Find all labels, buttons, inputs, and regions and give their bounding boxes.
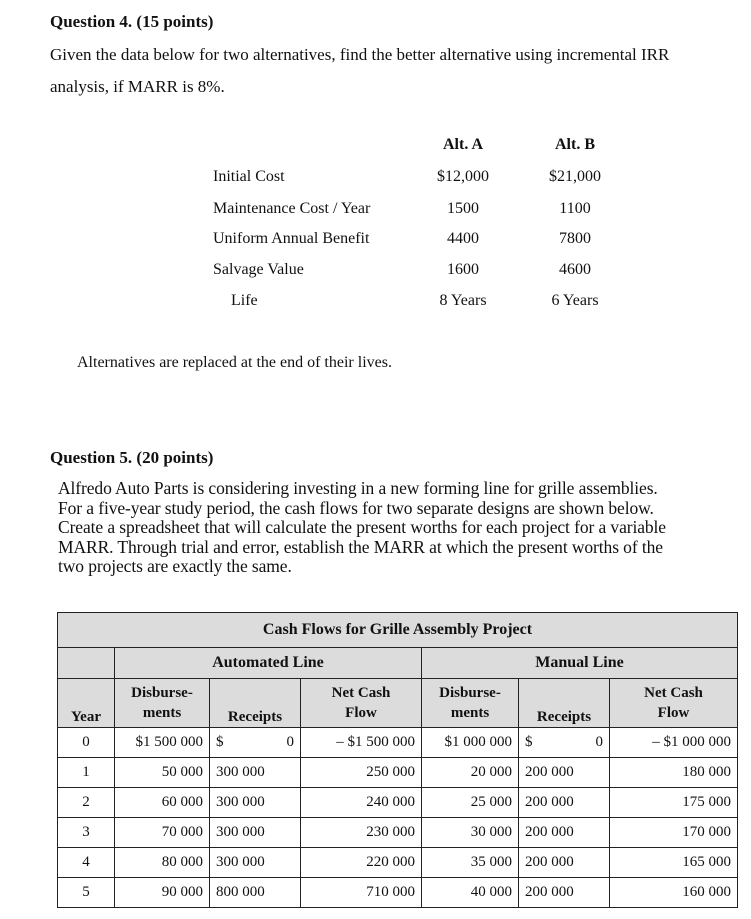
year-header: Year bbox=[58, 679, 115, 728]
manual-receipts-cell bbox=[519, 728, 610, 758]
alt-b-value: 1100 bbox=[559, 200, 591, 217]
alt-a-value: 8 Years bbox=[439, 292, 487, 309]
receipts-value: 0 bbox=[286, 734, 294, 750]
alternatives-row bbox=[213, 292, 633, 314]
manual-disbursement-cell: 30 000 bbox=[422, 818, 519, 848]
alt-b-header: Alt. B bbox=[555, 136, 595, 153]
alternatives-row bbox=[213, 200, 633, 222]
automated-disbursement-cell: $1 500 000 bbox=[115, 728, 210, 758]
alt-b-value: 4600 bbox=[559, 261, 591, 278]
automated-net-cell: – $1 500 000 bbox=[301, 728, 422, 758]
alternatives-row bbox=[213, 261, 633, 283]
disbursements-header bbox=[422, 679, 519, 728]
manual-receipts-cell: 200 000 bbox=[519, 848, 610, 878]
year-cell: 2 bbox=[58, 788, 115, 818]
automated-net-cell: 220 000 bbox=[301, 848, 422, 878]
table-row bbox=[58, 758, 738, 788]
alt-b-value: 7800 bbox=[559, 230, 591, 247]
manual-receipts-cell: 200 000 bbox=[519, 758, 610, 788]
q4-note: Alternatives are replaced at the end of their lives. bbox=[77, 354, 392, 371]
automated-disbursement-cell: 70 000 bbox=[115, 818, 210, 848]
receipts-header: Receipts bbox=[519, 679, 610, 728]
row-label: Salvage Value bbox=[213, 261, 304, 278]
year-cell: 0 bbox=[58, 728, 115, 758]
alt-a-value: 1500 bbox=[447, 200, 479, 217]
manual-net-cell: 160 000 bbox=[610, 878, 738, 908]
q4-title: Question 4. (15 points) bbox=[50, 12, 214, 31]
automated-disbursement-cell: 80 000 bbox=[115, 848, 210, 878]
q5-text-line: Alfredo Auto Parts is considering investing in a new forming line for grille assemblies. bbox=[58, 478, 658, 498]
receipts-value: 0 bbox=[595, 734, 603, 750]
net-cash-flow-header bbox=[301, 679, 422, 728]
table-header-row bbox=[58, 679, 738, 728]
automated-receipts-cell: 300 000 bbox=[210, 818, 301, 848]
disbursements-header bbox=[115, 679, 210, 728]
empty-cell bbox=[58, 648, 115, 679]
header-line: Flow bbox=[345, 705, 377, 721]
automated-receipts-cell: 300 000 bbox=[210, 758, 301, 788]
q5-text bbox=[58, 479, 738, 577]
year-cell: 1 bbox=[58, 758, 115, 788]
table-row bbox=[58, 878, 738, 908]
table-row bbox=[58, 848, 738, 878]
automated-receipts-cell: 300 000 bbox=[210, 848, 301, 878]
header-line: Flow bbox=[657, 705, 690, 721]
automated-disbursement-cell: 90 000 bbox=[115, 878, 210, 908]
alternatives-header-row bbox=[213, 136, 633, 158]
alt-a-value: $12,000 bbox=[437, 168, 489, 185]
automated-disbursement-cell: 60 000 bbox=[115, 788, 210, 818]
manual-disbursement-cell: 40 000 bbox=[422, 878, 519, 908]
automated-receipts-cell: 800 000 bbox=[210, 878, 301, 908]
automated-net-cell: 710 000 bbox=[301, 878, 422, 908]
header-line: ments bbox=[450, 705, 490, 721]
currency-symbol: $ bbox=[216, 734, 224, 750]
manual-net-cell: 175 000 bbox=[610, 788, 738, 818]
q4-text-line1: Given the data below for two alternatives, find the better alternative using incremental IRR bbox=[50, 45, 670, 64]
table-row bbox=[58, 728, 738, 758]
automated-receipts-cell bbox=[210, 728, 301, 758]
table-row bbox=[58, 818, 738, 848]
row-label: Life bbox=[231, 292, 258, 309]
q5-text-line: two projects are exactly the same. bbox=[58, 556, 292, 576]
net-cash-flow-header bbox=[610, 679, 738, 728]
automated-line-header: Automated Line bbox=[115, 648, 422, 679]
manual-receipts-cell: 200 000 bbox=[519, 818, 610, 848]
manual-net-cell: 180 000 bbox=[610, 758, 738, 788]
header-line: Disburse- bbox=[439, 685, 501, 701]
receipts-header: Receipts bbox=[210, 679, 301, 728]
year-cell: 5 bbox=[58, 878, 115, 908]
row-label: Uniform Annual Benefit bbox=[213, 230, 370, 247]
table-group-row bbox=[58, 648, 738, 679]
table-title-row bbox=[58, 613, 738, 648]
alt-b-value: 6 Years bbox=[551, 292, 599, 309]
q5-title: Question 5. (20 points) bbox=[50, 448, 214, 467]
currency-symbol: $ bbox=[525, 734, 533, 750]
year-cell: 4 bbox=[58, 848, 115, 878]
automated-net-cell: 230 000 bbox=[301, 818, 422, 848]
manual-disbursement-cell: $1 000 000 bbox=[422, 728, 519, 758]
automated-net-cell: 240 000 bbox=[301, 788, 422, 818]
cash-flow-table bbox=[57, 612, 738, 908]
manual-disbursement-cell: 35 000 bbox=[422, 848, 519, 878]
q5-text-line: Create a spreadsheet that will calculate the present worths for each project for a variable bbox=[58, 517, 666, 537]
manual-net-cell: – $1 000 000 bbox=[610, 728, 738, 758]
manual-receipts-cell: 200 000 bbox=[519, 788, 610, 818]
automated-receipts-cell: 300 000 bbox=[210, 788, 301, 818]
alt-a-value: 1600 bbox=[447, 261, 479, 278]
row-label: Initial Cost bbox=[213, 168, 285, 185]
alternatives-row bbox=[213, 230, 633, 252]
alt-a-header: Alt. A bbox=[443, 136, 483, 153]
q4-text-line2: analysis, if MARR is 8%. bbox=[50, 77, 225, 96]
manual-net-cell: 165 000 bbox=[610, 848, 738, 878]
row-label: Maintenance Cost / Year bbox=[213, 200, 371, 217]
year-cell: 3 bbox=[58, 818, 115, 848]
header-line: Disburse- bbox=[131, 685, 193, 701]
alt-b-value: $21,000 bbox=[549, 168, 601, 185]
table-title: Cash Flows for Grille Assembly Project bbox=[58, 613, 738, 648]
manual-receipts-cell: 200 000 bbox=[519, 878, 610, 908]
header-line: Net Cash bbox=[644, 685, 703, 701]
alternatives-row bbox=[213, 168, 633, 190]
manual-disbursement-cell: 20 000 bbox=[422, 758, 519, 788]
manual-disbursement-cell: 25 000 bbox=[422, 788, 519, 818]
table-row bbox=[58, 788, 738, 818]
automated-net-cell: 250 000 bbox=[301, 758, 422, 788]
automated-disbursement-cell: 50 000 bbox=[115, 758, 210, 788]
q5-text-line: For a five-year study period, the cash flows for two separate designs are shown below. bbox=[58, 497, 654, 518]
header-line: Net Cash bbox=[331, 685, 391, 701]
manual-line-header: Manual Line bbox=[422, 648, 738, 679]
header-line: ments bbox=[142, 705, 182, 721]
manual-net-cell: 170 000 bbox=[610, 818, 738, 848]
q5-text-line: MARR. Through trial and error, establish the MARR at which the present worths of the bbox=[58, 536, 663, 557]
alt-a-value: 4400 bbox=[447, 230, 479, 247]
